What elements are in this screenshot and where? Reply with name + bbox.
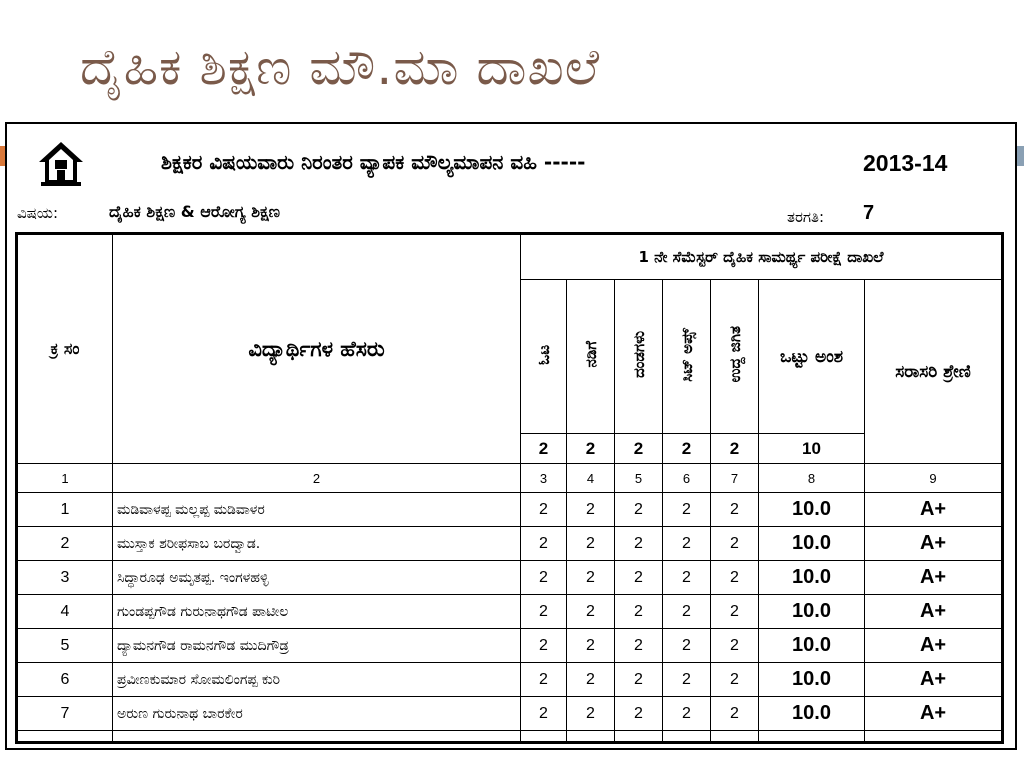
column-number: 5 [615, 464, 663, 493]
grade-cell: A+ [865, 527, 1003, 561]
student-name-cell: ಮುಸ್ತಾಕ ಶರೀಫಸಾಬ ಬರದ್ವಾಡ. [113, 527, 521, 561]
subject-value: ದೈಹಿಕ ಶಿಕ್ಷಣ & ಆರೋಗ್ಯ ಶಿಕ್ಷಣ [109, 202, 281, 221]
score-cell: 2 [521, 697, 567, 731]
total-header: ಒಟ್ಟು ಅಂಶ [759, 280, 865, 434]
score-cell: 2 [521, 663, 567, 697]
score-cell: 2 [615, 663, 663, 697]
total-cell: 10.0 [759, 663, 865, 697]
sl-cell: 4 [17, 595, 113, 629]
sl-cell: 3 [17, 561, 113, 595]
sub-header-situps: ಸಿಟ್ ಅಪ್ಸ್ [663, 280, 711, 434]
max-mark: 2 [567, 434, 615, 464]
total-cell: 10.0 [759, 493, 865, 527]
table-row [17, 595, 1003, 629]
score-cell: 2 [615, 493, 663, 527]
grade-cell: A+ [865, 697, 1003, 731]
score-cell: 2 [567, 595, 615, 629]
subject-label: ವಿಷಯ: [17, 204, 58, 222]
student-name-cell: ದ್ಯಾಮನಗೌಡ ರಾಮನಗೌಡ ಮುದಿಗೌಡ್ರ [113, 629, 521, 663]
score-cell: 2 [521, 527, 567, 561]
score-cell: 2 [711, 697, 759, 731]
score-cell: 2 [521, 629, 567, 663]
score-cell: 2 [615, 697, 663, 731]
score-cell: 2 [567, 561, 615, 595]
score-cell: 2 [615, 561, 663, 595]
sub-header-pushups: ದಂಡಗಳು [615, 280, 663, 434]
average-grade-header: ಸರಾಸರಿ ಶ್ರೇಣಿ [865, 280, 1003, 464]
score-cell: 2 [711, 663, 759, 697]
column-number: 2 [113, 464, 521, 493]
table-row [17, 527, 1003, 561]
score-cell: 2 [567, 629, 615, 663]
table-row [17, 663, 1003, 697]
score-cell: 2 [615, 595, 663, 629]
score-cell: 2 [567, 663, 615, 697]
assessment-table [15, 232, 1004, 744]
score-cell: 2 [663, 629, 711, 663]
score-cell: 2 [567, 527, 615, 561]
column-number: 1 [17, 464, 113, 493]
student-name-header: ವಿದ್ಯಾರ್ಥಿಗಳ ಹೆಸರು [113, 234, 521, 464]
student-name-cell: ಮಡಿವಾಳಪ್ಪ ಮಲ್ಲಪ್ಪ ಮಡಿವಾಳರ [113, 493, 521, 527]
total-cell: 10.0 [759, 561, 865, 595]
school-house-icon [37, 140, 85, 188]
sl-cell: 1 [17, 493, 113, 527]
total-cell: 10.0 [759, 595, 865, 629]
sl-cell: 7 [17, 697, 113, 731]
class-value: 7 [863, 202, 875, 224]
record-document [5, 122, 1017, 750]
table-row [17, 493, 1003, 527]
column-number: 3 [521, 464, 567, 493]
grade-cell: A+ [865, 561, 1003, 595]
score-cell: 2 [521, 595, 567, 629]
grade-cell: A+ [865, 595, 1003, 629]
score-cell: 2 [711, 561, 759, 595]
score-cell: 2 [663, 527, 711, 561]
score-cell: 2 [711, 493, 759, 527]
student-name-cell: ಗುಂಡಪ್ಪಗೌಡ ಗುರುನಾಥಗೌಡ ಪಾಟೀಲ [113, 595, 521, 629]
sl-cell: 6 [17, 663, 113, 697]
column-number: 8 [759, 464, 865, 493]
total-cell: 10.0 [759, 527, 865, 561]
total-cell: 10.0 [759, 629, 865, 663]
score-cell: 2 [567, 493, 615, 527]
max-mark: 2 [521, 434, 567, 464]
score-cell: 2 [711, 629, 759, 663]
table-row [17, 697, 1003, 731]
sub-header-run: ಓಟ [521, 280, 567, 434]
max-mark: 2 [615, 434, 663, 464]
score-cell: 2 [615, 629, 663, 663]
grade-cell: A+ [865, 493, 1003, 527]
sub-header-walk: ನಡಿಗೆ [567, 280, 615, 434]
table-row [17, 629, 1003, 663]
table-row [17, 561, 1003, 595]
max-mark-total: 10 [759, 434, 865, 464]
score-cell: 2 [521, 493, 567, 527]
sl-no-header: ಕ್ರ ಸಂ [17, 234, 113, 464]
score-cell: 2 [663, 595, 711, 629]
student-name-cell: ಸಿದ್ಧಾರೂಢ ಅಮೃತಪ್ಪ. ಇಂಗಳಹಳ್ಳಿ [113, 561, 521, 595]
grade-cell: A+ [865, 629, 1003, 663]
column-number: 9 [865, 464, 1003, 493]
grade-cell: A+ [865, 663, 1003, 697]
sl-cell: 5 [17, 629, 113, 663]
academic-year: 2013-14 [863, 150, 948, 176]
max-mark: 2 [663, 434, 711, 464]
max-mark: 2 [711, 434, 759, 464]
semester-header: 1 ನೇ ಸೆಮೆಸ್ಟರ್ ದೈಹಿಕ ಸಾಮರ್ಥ್ಯ ಪರೀಕ್ಷೆ ದಾಖಲೆ [521, 234, 1003, 280]
register-title: ಶಿಕ್ಷಕರ ವಿಷಯವಾರು ನಿರಂತರ ವ್ಯಾಪಕ ಮೌಲ್ಯಮಾಪನ ವಹಿ ----- [161, 150, 586, 174]
slide-title: ದೈಹಿಕ ಶಿಕ್ಷಣ ಮೌ.ಮಾ ದಾಖಲೆ [80, 38, 601, 96]
column-number: 4 [567, 464, 615, 493]
score-cell: 2 [615, 527, 663, 561]
score-cell: 2 [663, 493, 711, 527]
sub-header-long-jump: ಉದ್ದ ಜಿಗಿತ [711, 280, 759, 434]
table-row-cutoff [17, 731, 1003, 743]
column-number: 6 [663, 464, 711, 493]
score-cell: 2 [711, 527, 759, 561]
sl-cell: 2 [17, 527, 113, 561]
total-cell: 10.0 [759, 697, 865, 731]
score-cell: 2 [711, 595, 759, 629]
score-cell: 2 [521, 561, 567, 595]
student-name-cell: ಪ್ರವೀಣಕುಮಾರ ಸೋಮಲಿಂಗಪ್ಪ ಕುರಿ [113, 663, 521, 697]
score-cell: 2 [663, 663, 711, 697]
student-name-cell: ಅರುಣ ಗುರುನಾಥ ಬಾರಕೇರ [113, 697, 521, 731]
score-cell: 2 [663, 561, 711, 595]
class-label: ತರಗತಿ: [787, 208, 825, 226]
column-number: 7 [711, 464, 759, 493]
score-cell: 2 [567, 697, 615, 731]
score-cell: 2 [663, 697, 711, 731]
